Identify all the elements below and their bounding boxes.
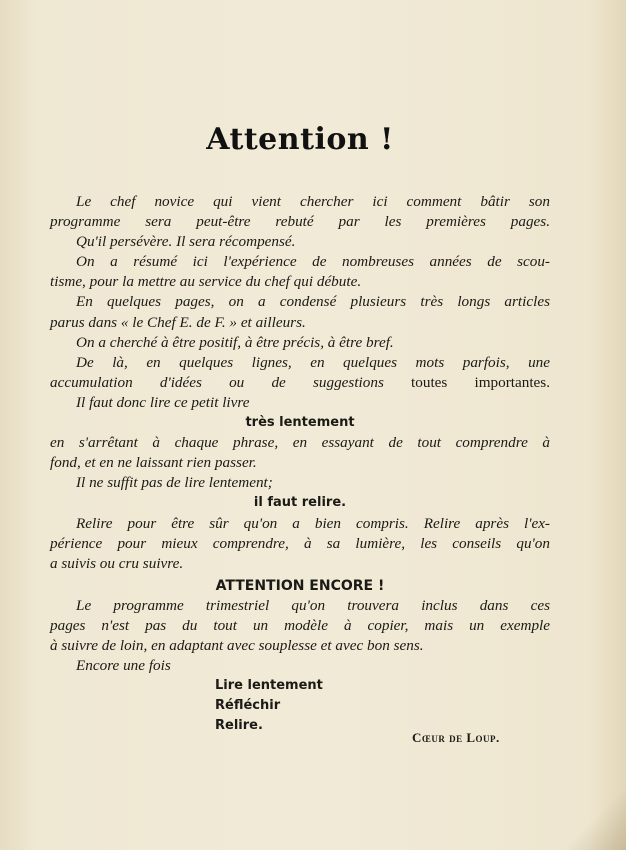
text-line: tisme, pour la mettre au service du chef qui débute. bbox=[50, 273, 362, 291]
text-line: programme sera peut-être rebuté par les premières pages. bbox=[50, 213, 550, 231]
text-line: Relire pour être sûr qu'on a bien compris. Relire après l'ex- bbox=[76, 514, 550, 532]
text-fragment: accumulation d'idées ou de suggestions bbox=[50, 373, 384, 391]
text-line: a suivis ou cru suivre. bbox=[50, 554, 184, 572]
page-corner-shadow bbox=[556, 790, 626, 850]
page-title: Attention ! bbox=[206, 122, 394, 157]
text-line bbox=[50, 373, 550, 393]
text-line: En quelques pages, on a condensé plusieurs très longs articles bbox=[76, 293, 550, 311]
text-fragment-plain: toutes importantes. bbox=[411, 373, 551, 391]
closing-item: Réfléchir bbox=[215, 698, 281, 714]
text-line: On a résumé ici l'expérience de nombreuses années de scou- bbox=[76, 253, 550, 271]
text-line: fond, et en ne laissant rien passer. bbox=[50, 454, 257, 472]
text-line: Le chef novice qui vient chercher ici comment bâtir son bbox=[76, 193, 550, 210]
text-line: Qu'il persévère. Il sera récompensé. bbox=[76, 233, 296, 251]
emphasis-line: il faut relire. bbox=[253, 495, 347, 511]
emphasis-line: très lentement bbox=[245, 415, 355, 431]
text-line: pages n'est pas du tout un modèle à copier, mais un exemple bbox=[50, 616, 550, 634]
text-line: à suivre de loin, en adaptant avec souplesse et avec bon sens. bbox=[50, 637, 424, 655]
text-line: parus dans « le Chef E. de F. » et ailleurs. bbox=[50, 313, 306, 331]
closing-list bbox=[50, 676, 550, 736]
body-text bbox=[50, 192, 550, 737]
text-line: périence pour mieux comprendre, à sa lumière, les conseils qu'on bbox=[50, 534, 550, 552]
text-line: Encore une fois bbox=[76, 657, 171, 675]
signature: Cœur de Loup. bbox=[412, 730, 500, 745]
closing-item: Lire lentement bbox=[215, 678, 323, 694]
text-line: Il faut donc lire ce petit livre bbox=[76, 393, 250, 411]
text-line: Le programme trimestriel qu'on trouvera inclus dans ces bbox=[76, 596, 550, 614]
text-line: Il ne suffit pas de lire lentement; bbox=[76, 474, 273, 492]
text-line: en s'arrêtant à chaque phrase, en essayant de tout comprendre à bbox=[50, 434, 550, 452]
text-line: De là, en quelques lignes, en quelques mots parfois, une bbox=[76, 353, 550, 371]
text-line: On a cherché à être positif, à être précis, à être bref. bbox=[76, 333, 394, 351]
closing-item: Relire. bbox=[215, 718, 263, 734]
section-heading: ATTENTION ENCORE ! bbox=[215, 577, 385, 594]
